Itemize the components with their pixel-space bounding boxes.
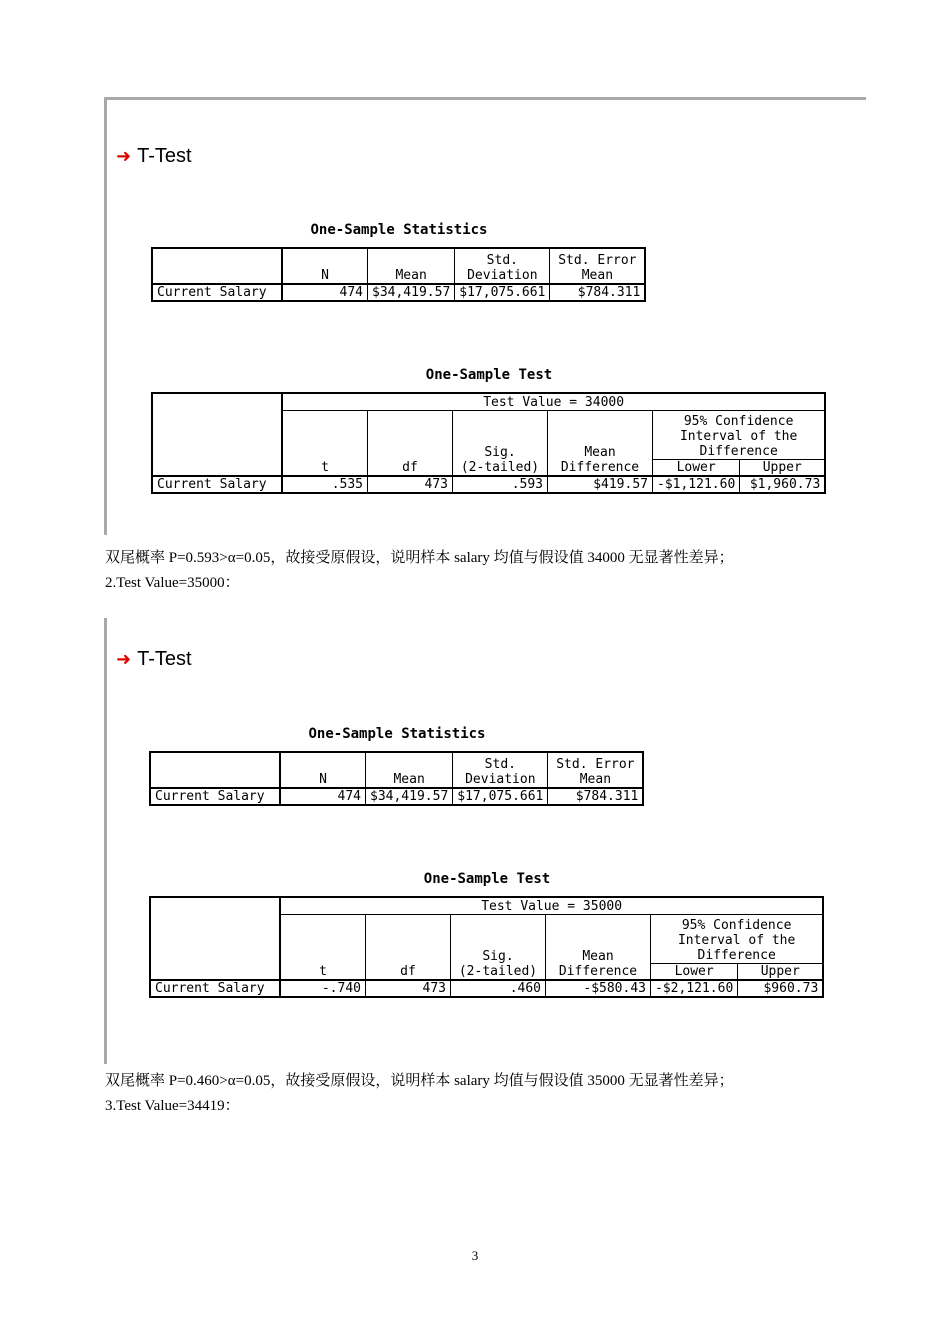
spss-output-block-2 [104, 618, 866, 1064]
conclusion-paragraph-1: 双尾概率 P=0.593>α=0.05，故接受原假设，说明样本 salary 均值与假设值 34000 无显著性差异； [105, 550, 734, 566]
red-arrow-icon: ➜ [116, 649, 132, 669]
row-label: Current Salary [152, 476, 282, 493]
header-df: df [368, 411, 453, 477]
header-mean-difference: Mean Difference [546, 915, 651, 981]
header-n: N [280, 752, 366, 788]
one-sample-test-table [151, 392, 826, 494]
cell-t: .535 [282, 476, 368, 493]
stats-caption: One-Sample Statistics [308, 726, 486, 742]
row-label: Current Salary [150, 980, 280, 997]
cell-upper: $1,960.73 [740, 476, 826, 493]
test-value-header: Test Value = 34000 [282, 393, 825, 411]
header-std-error-mean: Std. Error Mean [548, 752, 644, 788]
ttest-title-text: T-Test [137, 648, 192, 670]
cell-n: 474 [282, 284, 368, 301]
one-sample-test-table [149, 896, 824, 998]
cell-sig: .593 [453, 476, 548, 493]
ttest-title-text: T-Test [137, 145, 192, 167]
cell-lower: -$2,121.60 [651, 980, 738, 997]
cell-std-deviation: $17,075.661 [453, 788, 548, 805]
ci-header: 95% Confidence Interval of the Difference [651, 915, 824, 964]
stats-caption: One-Sample Statistics [310, 222, 488, 238]
corner-cell [152, 393, 282, 476]
cell-mean: $34,419.57 [366, 788, 453, 805]
ci-header: 95% Confidence Interval of the Difference [653, 411, 826, 460]
header-sig: Sig. (2-tailed) [451, 915, 546, 981]
header-mean: Mean [366, 752, 453, 788]
cell-t: -.740 [280, 980, 366, 997]
spss-output-block-1 [104, 97, 866, 535]
cell-lower: -$1,121.60 [653, 476, 740, 493]
page-number: 3 [471, 1248, 479, 1263]
cell-std-error-mean: $784.311 [548, 788, 644, 805]
frame-left-border [104, 97, 107, 535]
cell-mean-difference: -$580.43 [546, 980, 651, 997]
ttest-title [116, 145, 192, 168]
next-test-label-2: 2.Test Value=35000： [105, 575, 240, 591]
frame-left-border [104, 618, 107, 1064]
header-upper: Upper [738, 964, 824, 981]
corner-cell [150, 897, 280, 980]
cell-std-deviation: $17,075.661 [455, 284, 550, 301]
cell-sig: .460 [451, 980, 546, 997]
test-caption: One-Sample Test [425, 367, 553, 383]
row-label: Current Salary [150, 788, 280, 805]
header-t: t [280, 915, 366, 981]
cell-df: 473 [366, 980, 451, 997]
next-test-label-3: 3.Test Value=34419： [105, 1098, 240, 1114]
header-std-error-mean: Std. Error Mean [550, 248, 646, 284]
cell-df: 473 [368, 476, 453, 493]
red-arrow-icon: ➜ [116, 146, 132, 166]
frame-top-border [104, 97, 866, 100]
header-t: t [282, 411, 368, 477]
header-mean-difference: Mean Difference [548, 411, 653, 477]
cell-std-error-mean: $784.311 [550, 284, 646, 301]
one-sample-statistics-table [149, 751, 644, 806]
corner-cell [150, 752, 280, 788]
one-sample-statistics-table [151, 247, 646, 302]
corner-cell [152, 248, 282, 284]
header-sig: Sig. (2-tailed) [453, 411, 548, 477]
cell-upper: $960.73 [738, 980, 824, 997]
header-df: df [366, 915, 451, 981]
header-std-deviation: Std. Deviation [455, 248, 550, 284]
test-value-header: Test Value = 35000 [280, 897, 823, 915]
header-lower: Lower [653, 460, 740, 477]
header-mean: Mean [368, 248, 455, 284]
cell-n: 474 [280, 788, 366, 805]
row-label: Current Salary [152, 284, 282, 301]
cell-mean-difference: $419.57 [548, 476, 653, 493]
header-n: N [282, 248, 368, 284]
ttest-title [116, 648, 192, 671]
test-caption: One-Sample Test [423, 871, 551, 887]
header-upper: Upper [740, 460, 826, 477]
header-std-deviation: Std. Deviation [453, 752, 548, 788]
header-lower: Lower [651, 964, 738, 981]
conclusion-paragraph-2: 双尾概率 P=0.460>α=0.05，故接受原假设，说明样本 salary 均值与假设值 35000 无显著性差异； [105, 1073, 734, 1089]
cell-mean: $34,419.57 [368, 284, 455, 301]
